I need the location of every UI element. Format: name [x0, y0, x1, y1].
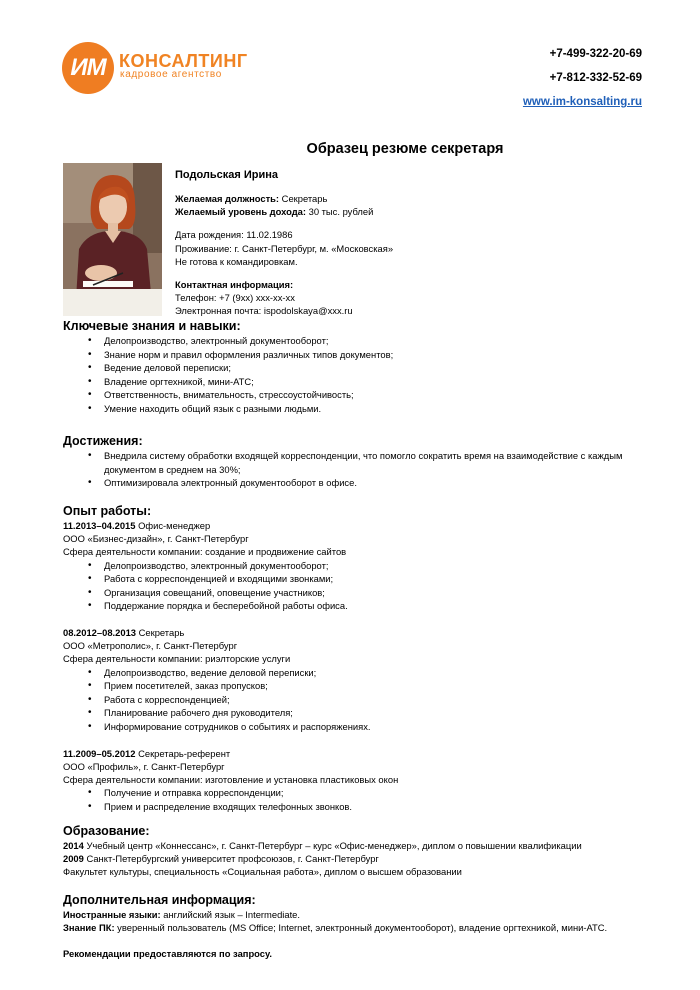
logo-mark: ИМ [62, 42, 114, 94]
job-period-role [63, 747, 653, 760]
achievements-section [63, 434, 653, 490]
website-link[interactable]: www.im-konsalting.ru [522, 96, 642, 108]
job-duties [88, 559, 653, 613]
travel-availability: Не готова к командировкам. [175, 255, 298, 267]
list-item: • Организация совещаний, оповещение участников; [88, 586, 653, 600]
education-text: Санкт-Петербургский университет профсоюзов, г. Санкт-Петербург [83, 853, 379, 865]
desired-income [175, 205, 645, 218]
list-item: • Внедрила систему обработки входящей корреспонденции, что помогло сократить время на взаимодействие с каждым документом в среднем на 30%; [88, 449, 653, 476]
contact-email: Электронная почта: ispodolskaya@xxx.ru [175, 305, 353, 317]
job-period: 11.2013–04.2015 [63, 520, 136, 531]
achievements-list [88, 449, 653, 490]
phone-spb: +7-812-332-52-69 [549, 72, 642, 84]
birth-date: Дата рождения: 11.02.1986 [175, 229, 293, 241]
list-item: • Оптимизировала электронный документооборот в офисе. [88, 476, 653, 490]
job-duties [88, 666, 653, 734]
desired-income-label: Желаемый уровень дохода: [175, 206, 306, 218]
job-sphere: Сфера деятельности компании: изготовление и установка пластиковых окон [63, 773, 399, 785]
desired-income-value: 30 тыс. рублей [306, 206, 374, 218]
references-note [63, 947, 653, 960]
job-sphere: Сфера деятельности компании: риэлторские услуги [63, 653, 291, 665]
list-item: • Владение оргтехникой, мини-АТС; [88, 375, 653, 389]
additional-title: Дополнительная информация: [63, 893, 256, 907]
list-item: • Ведение деловой переписки; [88, 361, 653, 375]
candidate-photo [63, 163, 162, 316]
job-company: ООО «Метрополис», г. Санкт-Петербург [63, 640, 238, 652]
company-logo [62, 42, 252, 94]
desired-position [175, 192, 645, 205]
contact-phone: Телефон: +7 (9хх) ххх-хх-хх [175, 292, 295, 304]
languages-label: Иностранные языки: [63, 909, 161, 920]
job-entry [63, 626, 653, 734]
experience-section [63, 504, 653, 813]
list-item: • Работа с корреспонденцией и входящими звонками; [88, 572, 653, 586]
job-period-role [63, 519, 653, 532]
job-entry [63, 519, 653, 613]
desired-position-value: Секретарь [279, 193, 328, 204]
references-note-text: Рекомендации предоставляются по запросу. [63, 948, 272, 959]
job-company: ООО «Бизнес-дизайн», г. Санкт-Петербург [63, 533, 249, 545]
education-line [63, 839, 653, 852]
education-title: Образование: [63, 824, 150, 838]
education-section [63, 824, 653, 879]
list-item: • Получение и отправка корреспонденции; [88, 786, 653, 800]
job-role: Секретарь-референт [135, 747, 231, 759]
personal-info [175, 168, 645, 318]
list-item: • Прием посетителей, заказ пропусков; [88, 679, 653, 693]
education-year: 2009 [63, 853, 84, 865]
list-item: • Умение находить общий язык с разными людьми. [88, 402, 653, 416]
languages-value: английский язык – Intermediate. [160, 909, 300, 920]
job-company: ООО «Профиль», г. Санкт-Петербург [63, 760, 225, 772]
pc-skills-line [63, 921, 653, 934]
header-contacts [523, 42, 642, 114]
phone-moscow: +7-499-322-20-69 [549, 48, 642, 60]
education-year: 2014 [63, 840, 84, 851]
education-faculty: Факультет культуры, специальность «Социальная работа», диплом о высшем образовании [63, 866, 462, 878]
references-note-wrap [63, 947, 653, 960]
residence: Проживание: г. Санкт-Петербург, м. «Московская» [175, 242, 394, 254]
job-sphere: Сфера деятельности компании: создание и продвижение сайтов [63, 546, 347, 558]
contact-info-heading [175, 278, 645, 291]
list-item: • Делопроизводство, электронный документооборот; [88, 334, 653, 348]
desired-position-label: Желаемая должность: [175, 193, 280, 204]
logo-subtitle: кадровое агентство [120, 69, 222, 80]
additional-section [63, 893, 653, 934]
languages-line [63, 908, 653, 921]
list-item: • Прием и распределение входящих телефонных звонков. [88, 800, 653, 814]
document-title: Образец резюме секретаря [306, 141, 504, 157]
pc-skills-label: Знание ПК: [63, 922, 115, 934]
pc-skills-value: уверенный пользователь (MS Office; Internet, электронный документооборот), владение оргтехникой, мини-АТС. [114, 922, 608, 934]
candidate-name: Подольская Ирина [175, 169, 279, 181]
list-item: • Знание норм и правил оформления различных типов документов; [88, 348, 653, 362]
job-role: Офис-менеджер [135, 520, 211, 531]
list-item: • Поддержание порядка и бесперебойной работы офиса. [88, 599, 653, 613]
education-line [63, 852, 653, 865]
job-duties [88, 786, 653, 813]
list-item: • Информирование сотрудников о событиях и распоряжениях. [88, 720, 653, 734]
experience-title: Опыт работы: [63, 504, 152, 518]
list-item: • Делопроизводство, электронный документооборот; [88, 559, 653, 573]
list-item: • Ответственность, внимательность, стрессоустойчивость; [88, 388, 653, 402]
achievements-title: Достижения: [63, 434, 143, 448]
job-period: 08.2012–08.2013 [63, 626, 136, 638]
job-period: 11.2009–05.2012 [63, 747, 136, 759]
skills-list [88, 334, 653, 416]
skills-section [63, 319, 653, 416]
skills-title: Ключевые знания и навыки: [63, 319, 241, 333]
education-text: Учебный центр «Коннессанс», г. Санкт-Петербург – курс «Офис-менеджер», диплом о повышении квалификации [83, 840, 582, 851]
logo-name: КОНСАЛТИНГ [119, 51, 248, 71]
list-item: • Планирование рабочего дня руководителя; [88, 706, 653, 720]
list-item: • Делопроизводство, ведение деловой переписки; [88, 666, 653, 680]
job-entry [63, 747, 653, 814]
contact-info-label: Контактная информация: [175, 279, 294, 291]
job-period-role [63, 626, 653, 639]
portrait-image [63, 163, 162, 316]
job-role: Секретарь [136, 626, 185, 638]
list-item: • Работа с корреспонденцией; [88, 693, 653, 707]
